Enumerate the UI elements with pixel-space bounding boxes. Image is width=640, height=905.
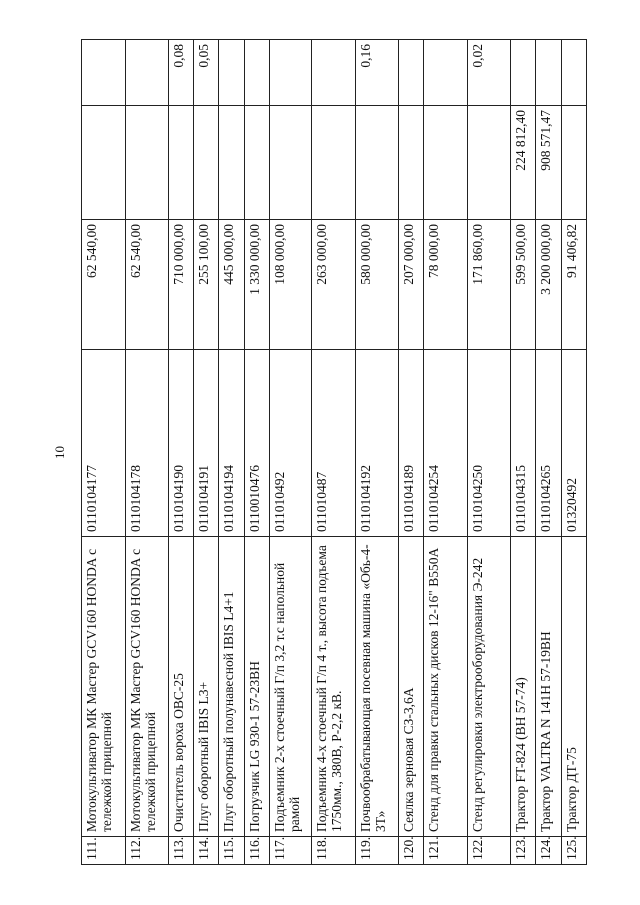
row-number-cell: 118. <box>312 837 356 865</box>
residual-value-cell <box>169 106 194 220</box>
share-cell <box>269 40 311 106</box>
row-number-cell: 115. <box>219 837 244 865</box>
inventory-code-cell: 011010492 <box>269 350 311 537</box>
table-row <box>467 40 511 865</box>
row-number-cell: 125. <box>561 837 586 865</box>
cost-cell: 263 000,00 <box>312 220 356 350</box>
cost-cell: 91 406,82 <box>561 220 586 350</box>
cost-cell: 62 540,00 <box>125 220 169 350</box>
share-cell <box>399 40 424 106</box>
row-number-cell: 124. <box>536 837 561 865</box>
asset-name-cell: Погрузчик LG 930-1 57-23ВН <box>244 537 269 837</box>
share-cell <box>536 40 561 106</box>
inventory-code-cell: 0110010476 <box>244 350 269 537</box>
residual-value-cell <box>219 106 244 220</box>
share-cell: 0,05 <box>194 40 219 106</box>
row-number-cell: 121. <box>424 837 468 865</box>
inventory-code-cell: 0110104192 <box>355 350 399 537</box>
row-number-cell: 111. <box>82 837 126 865</box>
asset-name-cell: Подъемник 2-х стоечный Г/п 3,2 т.с напольной рамой <box>269 537 311 837</box>
table-row <box>194 40 219 865</box>
table-row <box>169 40 194 865</box>
share-cell <box>424 40 468 106</box>
row-number-cell: 113. <box>169 837 194 865</box>
residual-value-cell <box>467 106 511 220</box>
residual-value-cell <box>355 106 399 220</box>
row-number-cell: 116. <box>244 837 269 865</box>
inventory-code-cell: 0110104178 <box>125 350 169 537</box>
row-number-cell: 123. <box>511 837 536 865</box>
cost-cell: 171 860,00 <box>467 220 511 350</box>
cost-cell: 62 540,00 <box>82 220 126 350</box>
table-row <box>125 40 169 865</box>
share-cell: 0,16 <box>355 40 399 106</box>
table-row <box>399 40 424 865</box>
asset-table-body <box>82 40 587 865</box>
asset-name-cell: Стенд регулировки электрооборудования Э-242 <box>467 537 511 837</box>
inventory-code-cell: 0110104250 <box>467 350 511 537</box>
row-number-cell: 120. <box>399 837 424 865</box>
residual-value-cell: 224 812,40 <box>511 106 536 220</box>
inventory-code-cell: 0110104177 <box>82 350 126 537</box>
asset-name-cell: Плуг оборотный IBIS L3+ <box>194 537 219 837</box>
table-row <box>536 40 561 865</box>
asset-name-cell: Трактор ДТ-75 <box>561 537 586 837</box>
row-number-cell: 119. <box>355 837 399 865</box>
cost-cell: 710 000,00 <box>169 220 194 350</box>
residual-value-cell <box>82 106 126 220</box>
cost-cell: 580 000,00 <box>355 220 399 350</box>
row-number-cell: 122. <box>467 837 511 865</box>
inventory-code-cell: 0110104191 <box>194 350 219 537</box>
page-number: 10 <box>52 446 67 459</box>
residual-value-cell <box>399 106 424 220</box>
inventory-code-cell: 011010487 <box>312 350 356 537</box>
residual-value-cell <box>312 106 356 220</box>
asset-table-sheet <box>81 40 587 865</box>
table-row <box>219 40 244 865</box>
row-number-cell: 117. <box>269 837 311 865</box>
residual-value-cell <box>244 106 269 220</box>
residual-value-cell: 908 571,47 <box>536 106 561 220</box>
asset-table <box>81 39 587 865</box>
cost-cell: 1 330 000,00 <box>244 220 269 350</box>
residual-value-cell <box>561 106 586 220</box>
cost-cell: 255 100,00 <box>194 220 219 350</box>
cost-cell: 445 000,00 <box>219 220 244 350</box>
table-row <box>511 40 536 865</box>
residual-value-cell <box>194 106 219 220</box>
cost-cell: 207 000,00 <box>399 220 424 350</box>
table-row <box>424 40 468 865</box>
asset-name-cell: Подъемник 4-х стоечный Г/п 4 т., высота подъема 1750мм., 380В, Р-2,2 кВ. <box>312 537 356 837</box>
asset-name-cell: Мотокультиватор МК Мастер GCV160 HONDA с тележкой прицепной <box>82 537 126 837</box>
inventory-code-cell: 0110104315 <box>511 350 536 537</box>
table-row <box>269 40 311 865</box>
inventory-code-cell: 0110104189 <box>399 350 424 537</box>
row-number-cell: 114. <box>194 837 219 865</box>
table-row <box>561 40 586 865</box>
cost-cell: 3 200 000,00 <box>536 220 561 350</box>
asset-name-cell: Мотокультиватор МК Мастер GCV160 HONDA с тележкой прицепной <box>125 537 169 837</box>
table-row <box>244 40 269 865</box>
asset-name-cell: Почвообрабатывающая посевная машина «Обь-4-3Т» <box>355 537 399 837</box>
table-row <box>312 40 356 865</box>
asset-name-cell: Плуг оборотный полунавесной IBIS L4+1 <box>219 537 244 837</box>
cost-cell: 78 000,00 <box>424 220 468 350</box>
asset-name-cell: Стенд для правки стальных дисков 12-16" B550A <box>424 537 468 837</box>
share-cell <box>244 40 269 106</box>
table-row <box>82 40 126 865</box>
share-cell: 0,02 <box>467 40 511 106</box>
share-cell <box>561 40 586 106</box>
asset-name-cell: Очиститель вороха ОВС-25 <box>169 537 194 837</box>
row-number-cell: 112. <box>125 837 169 865</box>
inventory-code-cell: 0110104254 <box>424 350 468 537</box>
share-cell <box>125 40 169 106</box>
residual-value-cell <box>269 106 311 220</box>
residual-value-cell <box>424 106 468 220</box>
inventory-code-cell: 0110104265 <box>536 350 561 537</box>
residual-value-cell <box>125 106 169 220</box>
table-row <box>355 40 399 865</box>
asset-name-cell: Трактор VALTRA N 141H 57-19ВН <box>536 537 561 837</box>
inventory-code-cell: 0110104190 <box>169 350 194 537</box>
share-cell <box>82 40 126 106</box>
asset-name-cell: Трактор FT-824 (ВН 57-74) <box>511 537 536 837</box>
inventory-code-cell: 0110104194 <box>219 350 244 537</box>
share-cell <box>511 40 536 106</box>
share-cell <box>219 40 244 106</box>
share-cell: 0,08 <box>169 40 194 106</box>
cost-cell: 599 500,00 <box>511 220 536 350</box>
asset-name-cell: Сеялка зерновая СЗ-3,6А <box>399 537 424 837</box>
share-cell <box>312 40 356 106</box>
inventory-code-cell: 01320492 <box>561 350 586 537</box>
cost-cell: 108 000,00 <box>269 220 311 350</box>
